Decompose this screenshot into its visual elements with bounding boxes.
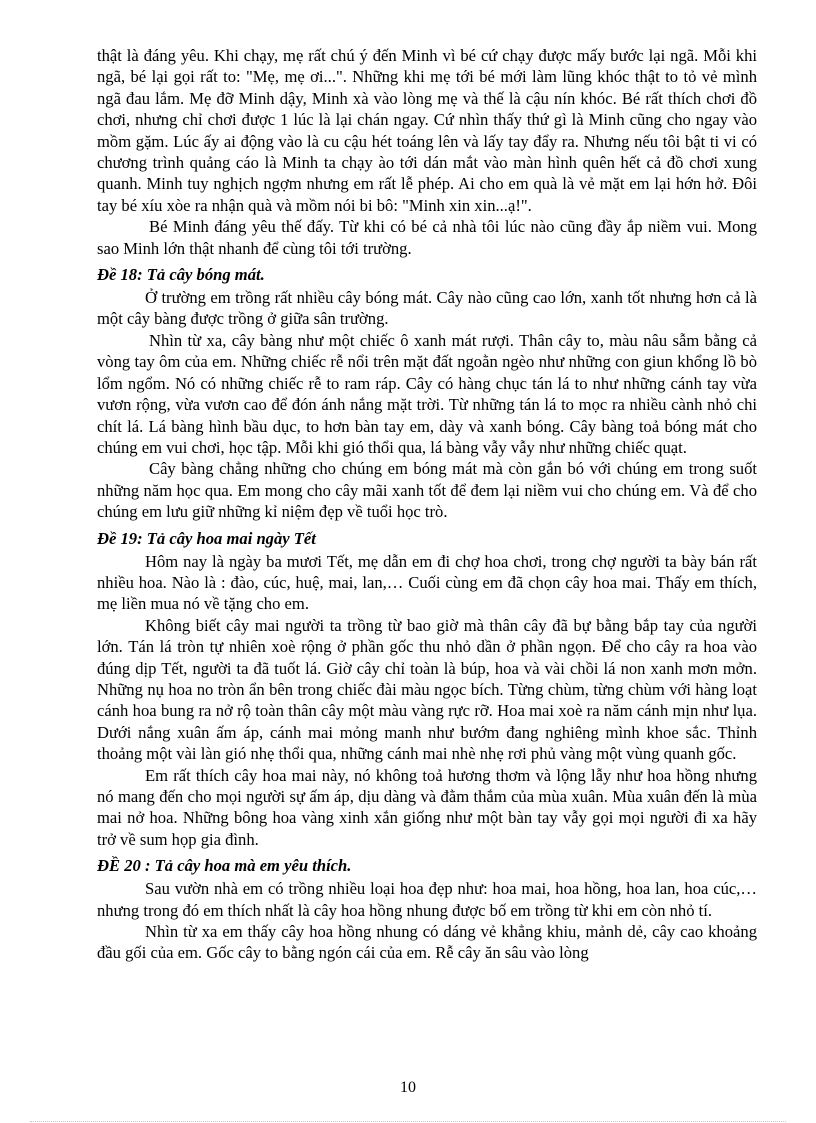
- page-number: 10: [400, 1079, 416, 1096]
- paragraph: Nhìn từ xa, cây bàng như một chiếc ô xanh mát rượi. Thân cây to, màu nâu sẫm bằng cả vòng tay ôm của em. Những chiếc rễ nổi trên mặt đất ngoằn ngèo như những con giun khổng lồ bò lổm ngổm. Nó có những chiếc rễ to ram ráp. Cây có hàng chục tán lá to như những cánh tay vừa vươn rộng, vừa vươn cao để đón ánh nắng mặt trời. Từ những tán lá to mọc ra nhiều cành nhỏ chi chít lá. Lá bàng hình bầu dục, to hơn bàn tay em, dày và xanh bóng. Cây bàng toả bóng mát cho chúng em vui chơi, học tập. Mỗi khi gió thổi qua, lá bàng vẫy vẫy như những chiếc quạt.: [97, 330, 757, 457]
- paragraph: Sau vườn nhà em có trồng nhiều loại hoa đẹp như: hoa mai, hoa hồng, hoa lan, hoa cúc,… nhưng trong đó em thích nhất là cây hoa hồng nhung được bố em trồng từ khi em còn nhỏ tí.: [97, 879, 757, 920]
- paragraph: Ở trường em trồng rất nhiều cây bóng mát. Cây nào cũng cao lớn, xanh tốt nhưng hơn cả là một cây bàng được trồng ở giữa sân trường.: [97, 288, 757, 329]
- section-heading-19: Đề 19: Tả cây hoa mai ngày Tết: [97, 528, 316, 548]
- page-edge-divider: [30, 1121, 786, 1122]
- paragraph: Cây bàng chẳng những cho chúng em bóng mát mà còn gắn bó với chúng em trong suốt những năm học qua. Em mong cho cây mãi xanh tốt để đem lại niềm vui cho chúng em. Và để cho chúng em lưu giữ những kỉ niệm đẹp về tuổi học trò.: [97, 459, 757, 522]
- section-heading-20: ĐỀ 20 : Tả cây hoa mà em yêu thích.: [97, 856, 352, 876]
- paragraph: Không biết cây mai người ta trồng từ bao giờ mà thân cây đã bự bằng bắp tay của người lớn. Tán lá tròn tự nhiên xoè rộng ở phần gốc thu nhỏ dần ở phần ngọn. Để cho cây ra hoa vào đúng dịp Tết, người ta đã tuốt lá. Giờ cây chỉ toàn là búp, hoa và vài chồi lá non xanh mơn mởn. Những nụ hoa no tròn ẩn bên trong chiếc đài màu ngọc bích. Từng chùm, từng chùm với hàng loạt cánh hoa bung ra nở rộ toàn thân cây một màu vàng rực rỡ. Hoa mai xoè ra năm cánh mịn như lụa. Dưới nắng xuân ấm áp, cánh mai mỏng manh như bướm đang nghiêng mình khoe sắc. Thỉnh thoảng một vài làn gió nhẹ thổi qua, những cánh mai nhè nhẹ rơi phủ vàng một vùng quanh gốc.: [97, 615, 757, 764]
- paragraph: Em rất thích cây hoa mai này, nó không toả hương thơm và lộng lẫy như hoa hồng nhưng nó mang đến cho mọi người sự ấm áp, dịu dàng và đằm thắm của mùa xuân. Mùa xuân đến là mùa mai nở hoa. Những bông hoa vàng xinh xắn giống như một bàn tay vẫy gọi mọi người đi xa hãy trở về sum họp gia đình.: [97, 765, 757, 849]
- document-body: [97, 45, 757, 964]
- section-heading-18: Đề 18: Tả cây bóng mát.: [97, 265, 265, 285]
- paragraph: thật là đáng yêu. Khi chạy, mẹ rất chú ý đến Minh vì bé cứ chạy được mấy bước lại ngã. Mỗi khi ngã, bé lại gọi rất to: "Mẹ, mẹ ơi...". Những khi mẹ tới bé mới làm lũng khóc thật to tỏ vẻ mình ngã đau lắm. Mẹ đỡ Minh dậy, Minh xà vào lòng mẹ và thế là cậu nín khóc. Bé rất thích chơi đồ chơi, nhưng chỉ chơi được 1 lúc là lại chán ngay. Cứ nhìn thấy thứ gì là Minh cũng cho ngay vào mồm gặm. Lúc ấy ai động vào là cu cậu hét toáng lên và lấy tay đẩy ra. Nhưng nếu tôi bật ti vi có chương trình quảng cáo là Minh ta chạy ào tới dán mắt vào màn hình quên hết cả đồ chơi xung quanh. Minh tuy nghịch ngợm nhưng em rất lễ phép. Ai cho em quà là vẻ mặt em lại hớn hở. Đôi tay bé xíu xòe ra nhận quà và mồm nói bi bô: "Minh xin xin...ạ!".: [97, 46, 757, 215]
- paragraph: Hôm nay là ngày ba mươi Tết, mẹ dẫn em đi chợ hoa chơi, trong chợ người ta bày bán rất nhiều hoa. Nào là : đào, cúc, huệ, mai, lan,… Cuối cùng em đã chọn cây hoa mai. Thấy em thích, mẹ liền mua nó về tặng cho em.: [97, 551, 757, 614]
- paragraph: Bé Minh đáng yêu thế đấy. Từ khi có bé cả nhà tôi lúc nào cũng đầy ắp niềm vui. Mong sao Minh lớn thật nhanh để cùng tôi tới trường.: [97, 217, 757, 258]
- paragraph: Nhìn từ xa em thấy cây hoa hồng nhung có dáng vẻ khẳng khiu, mảnh dẻ, cây cao khoảng đầu gối của em. Gốc cây to bằng ngón cái của em. Rễ cây ăn sâu vào lòng: [97, 922, 757, 963]
